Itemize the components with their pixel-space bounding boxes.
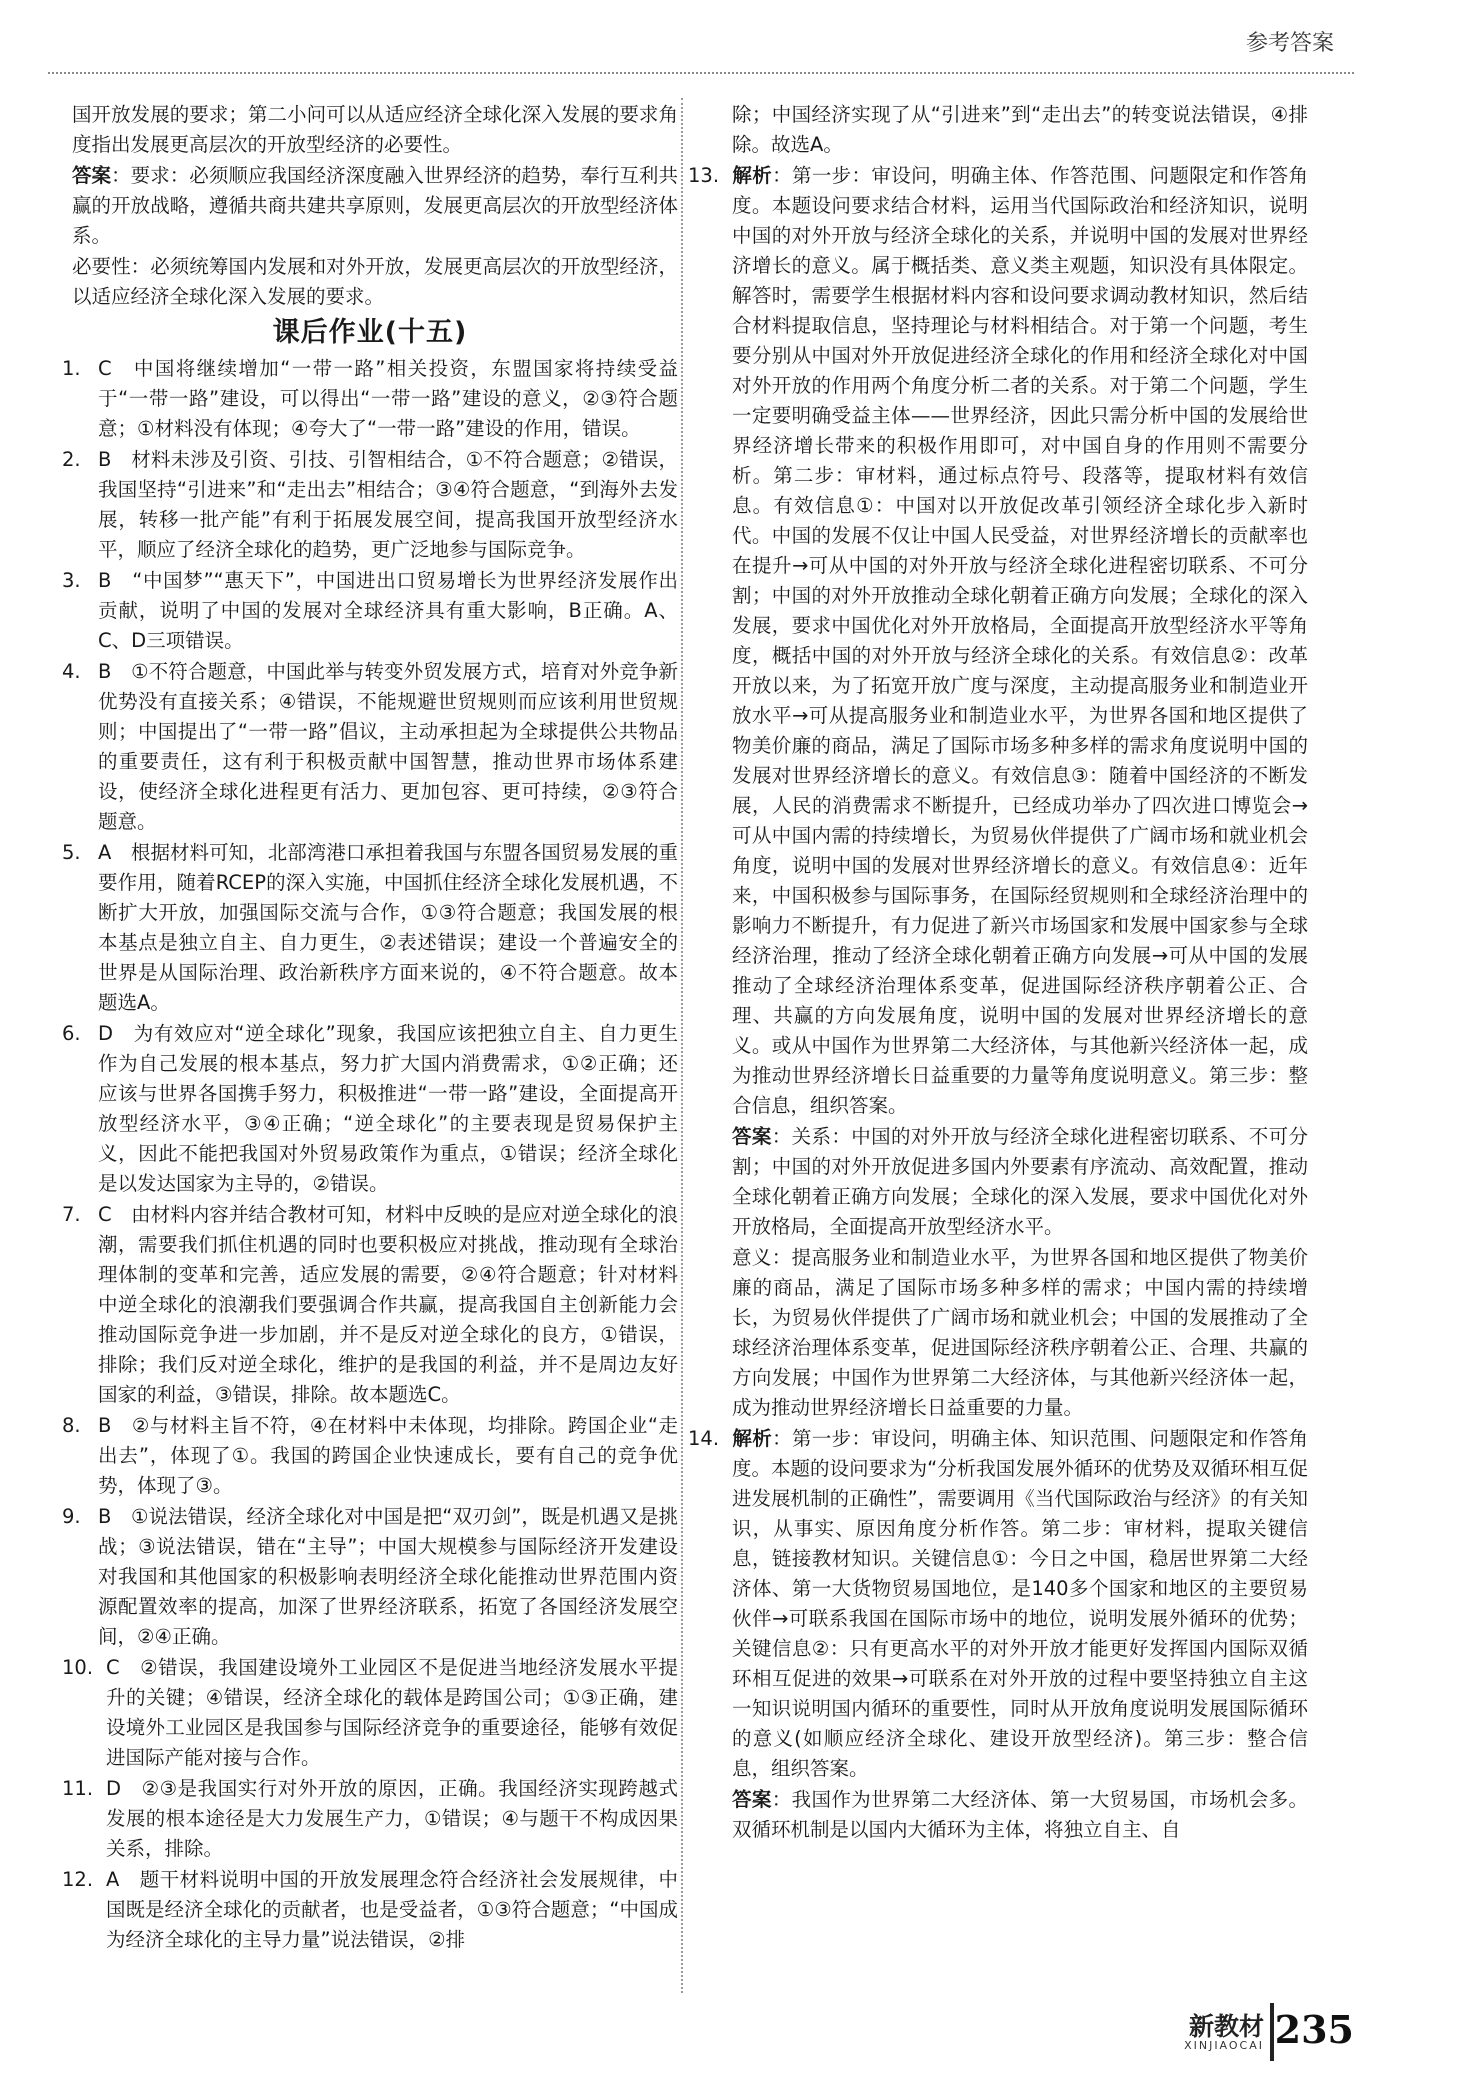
page-header [0, 0, 1462, 80]
column-divider [681, 98, 683, 1993]
footer-bar [1270, 2003, 1274, 2061]
answer-text: ：我国作为世界第二大经济体、第一大贸易国，市场机会多。双循环机制是以国内大循环为主体，将独立自主、自 [732, 1788, 1308, 1841]
item-text: A 题干材料说明中国的开放发展理念符合经济社会发展规律，中国既是经济全球化的贡献者，也是受益者，①③符合题意；“中国成为经济全球化的主导力量”说法错误，②排 [106, 1868, 678, 1951]
item-number: 4. [62, 660, 81, 683]
answer-label: 答案 [72, 164, 112, 187]
left-column [62, 100, 678, 1956]
item-number: 12. [62, 1868, 94, 1891]
header-title: 参考答案 [1245, 31, 1334, 56]
item-text: D ②③是我国实行对外开放的原因，正确。我国经济实现跨越式发展的根本途径是大力发展生产力，①错误；④与题干不构成因果关系，排除。 [106, 1777, 678, 1860]
item-number: 13. [688, 164, 720, 187]
item-number: 5. [62, 841, 81, 864]
answer-item [62, 1411, 678, 1501]
analysis-text: ：第一步：审设问，明确主体、知识范围、问题限定和作答角度。本题的设问要求为“分析我国发展外循环的优势及双循环相互促进发展机制的正确性”，需要调用《当代国际政治与经济》的有关知识，从事实、原因角度分析作答。第二步：审材料，提取关键信息，链接教材知识。关键信息①：今日之中国，稳居世界第二大经济体、第一大货物贸易国地位，是140多个国家和地区的主要贸易伙伴→可联系我国在国际市场中的地位，说明发展外循环的优势；关键信息②：只有更高水平的对外开放才能更好发挥国内国际双循环相互促进的效果→可联系在对外开放的过程中要坚持独立自主这一知识说明国内循环的重要性，同时从开放角度说明发展国际循环的意义(如顺应经济全球化、建设开放型经济)。第三步：整合信息，组织答案。 [732, 1427, 1308, 1780]
answer-item [62, 657, 678, 837]
item-text: C ②错误，我国建设境外工业园区不是促进当地经济发展水平提升的关键；④错误，经济全球化的载体是跨国公司；①③正确，建设境外工业园区是我国参与国际经济竞争的重要途径，能够有效促进国际产能对接与合作。 [106, 1656, 678, 1769]
brand-subtitle: XINJIAOCAI [1184, 2039, 1264, 2052]
answer-item [62, 566, 678, 656]
answer-paragraph [688, 1122, 1308, 1242]
item-text: C 中国将继续增加“一带一路”相关投资，东盟国家将持续受益于“一带一路”建设，可以得出“一带一路”建设的意义，②③符合题意；①材料没有体现；④夸大了“一带一路”建设的作用，错误。 [98, 357, 678, 440]
answer-item [62, 1774, 678, 1864]
answer-item [62, 1653, 678, 1773]
item-number: 9. [62, 1505, 81, 1528]
item-number: 11. [62, 1777, 94, 1800]
intro-paragraph: 国开放发展的要求；第二小问可以从适应经济全球化深入发展的要求角度指出发展更高层次的开放型经济的必要性。 [72, 103, 678, 156]
item-text: B ①不符合题意，中国此举与转变外贸发展方式，培育对外竞争新优势没有直接关系；④错误，不能规避世贸规则而应该利用世贸规则；中国提出了“一带一路”倡议，主动承担起为全球提供公共物品的重要责任，这有利于积极贡献中国智慧，推动世界市场体系建设，使经济全球化进程更有活力、更加包容、更可持续，②③符合题意。 [98, 660, 678, 833]
answer-item-13 [688, 161, 1308, 1121]
item-number: 10. [62, 1656, 94, 1679]
analysis-label: 解析 [732, 164, 773, 187]
answer-item [62, 354, 678, 444]
answer-item [62, 445, 678, 565]
answer-text: ：要求：必须顺应我国经济深度融入世界经济的趋势，奉行互利共赢的开放战略，遵循共商共建共享原则，发展更高层次的开放型经济体系。 [72, 164, 678, 247]
analysis-text: ：第一步：审设问，明确主体、作答范围、问题限定和作答角度。本题设问要求结合材料，运用当代国际政治和经济知识，说明中国的对外开放与经济全球化的关系，并说明中国的发展对世界经济增长的意义。属于概括类、意义类主观题，知识没有具体限定。解答时，需要学生根据材料内容和设问要求调动教材知识，然后结合材料提取信息，坚持理论与材料相结合。对于第一个问题，考生要分别从中国对外开放促进经济全球化的作用和经济全球化对中国对外开放的作用两个角度分析二者的关系。对于第二个问题，学生一定要明确受益主体——世界经济，因此只需分析中国的发展给世界经济增长带来的积极作用即可，对中国自身的作用则不需要分析。第二步：审材料，通过标点符号、段落等，提取材料有效信息。有效信息①：中国对以开放促改革引领经济全球化步入新时代。中国的发展不仅让中国人民受益，对世界经济增长的贡献率也在提升→可从中国的对外开放与经济全球化进程密切联系、不可分割；中国的对外开放推动全球化朝着正确方向发展；全球化的深入发展，要求中国优化对外开放格局，全面提高开放型经济水平等角度，概括中国的对外开放与经济全球化的关系。有效信息②：改革开放以来，为了拓宽开放广度与深度，主动提高服务业和制造业开放水平→可从提高服务业和制造业水平，为世界各国和地区提供了物美价廉的商品，满足了国际市场多种多样的需求角度说明中国的发展对世界经济增长的意义。有效信息③：随着中国经济的不断发展，人民的消费需求不断提升，已经成功举办了四次进口博览会→可从中国内需的持续增长，为贸易伙伴提供了广阔市场和就业机会角度，说明中国的发展对世界经济增长的意义。有效信息④：近年来，中国积极参与国际事务，在国际经贸规则和全球经济治理中的影响力不断提升，有力促进了新兴市场国家和发展中国家参与全球经济治理，推动了经济全球化朝着正确方向发展→可从中国的发展推动了全球经济治理体系变革，促进国际经济秩序朝着公正、合理、共赢的方向发展角度，说明中国的发展对世界经济增长的意义。或从中国作为世界第二大经济体，与其他新兴经济体一起，成为推动世界经济增长日益重要的力量等角度说明意义。第三步：整合信息，组织答案。 [732, 164, 1308, 1117]
answer-item [62, 1200, 678, 1410]
item-number: 6. [62, 1022, 81, 1045]
item-number: 2. [62, 448, 81, 471]
answer-paragraph-2: 必要性：必须统筹国内发展和对外开放，发展更高层次的开放型经济，以适应经济全球化深入发展的要求。 [72, 255, 678, 308]
item-number: 14. [688, 1427, 720, 1450]
section-title: 课后作业(十五) [272, 317, 468, 348]
answer-item [62, 1019, 678, 1199]
item-text: A 根据材料可知，北部湾港口承担着我国与东盟各国贸易发展的重要作用，随着RCEP的深入实施，中国抓住经济全球化发展机遇，不断扩大开放，加强国际交流与合作，①③符合题意；我国发展的根本基点是独立自主、自力更生，②表述错误；建设一个普遍安全的世界是从国际治理、政治新秩序方面来说的，④不符合题意。故本题选A。 [98, 841, 678, 1014]
page-number: 235 [1274, 2007, 1354, 2052]
analysis-label: 解析 [732, 1427, 773, 1450]
answer-label: 答案 [732, 1788, 772, 1811]
answer-item [62, 1865, 678, 1955]
answer-item-14 [688, 1424, 1308, 1784]
item-number: 7. [62, 1203, 81, 1226]
right-column [688, 100, 1308, 1846]
answer-item [62, 838, 678, 1018]
brand-name: 新教材 [1188, 2012, 1264, 2041]
item-text: B 材料未涉及引资、引技、引智相结合，①不符合题意；②错误，我国坚持“引进来”和“走出去”相结合；③④符合题意，“到海外去发展，转移一批产能”有利于拓展发展空间，提高我国开放型经济水平，顺应了经济全球化的趋势，更广泛地参与国际竞争。 [98, 448, 678, 561]
answer-item [62, 1502, 678, 1652]
item-number: 3. [62, 569, 81, 592]
answer-label: 答案 [732, 1125, 772, 1148]
answer-paragraph [688, 1785, 1308, 1845]
answer-text: ：关系：中国的对外开放与经济全球化进程密切联系、不可分割；中国的对外开放促进多国内外要素有序流动、高效配置，推动全球化朝着正确方向发展；全球化的深入发展，要求中国优化对外开放格局，全面提高开放型经济水平。 [732, 1125, 1308, 1238]
item-text: C 由材料内容并结合教材可知，材料中反映的是应对逆全球化的浪潮，需要我们抓住机遇的同时也要积极应对挑战，推动现有全球治理体制的变革和完善，适应发展的需要，②④符合题意；针对材料中逆全球化的浪潮我们要强调合作共赢，提高我国自主创新能力会推动国际竞争进一步加剧，并不是反对逆全球化的良方，①错误，排除；我们反对逆全球化，维护的是我国的利益，并不是周边友好国家的利益，③错误，排除。故本题选C。 [98, 1203, 678, 1406]
header-divider [48, 72, 1354, 74]
item-text: D 为有效应对“逆全球化”现象，我国应该把独立自主、自力更生作为自己发展的根本基点，努力扩大国内消费需求，①②正确；还应该与世界各国携手努力，积极推进“一带一路”建设，全面提高开放型经济水平，③④正确；“逆全球化”的主要表现是贸易保护主义，因此不能把我国对外贸易政策作为重点，①错误；经济全球化是以发达国家为主导的，②错误。 [98, 1022, 678, 1195]
item-text: B ②与材料主旨不符，④在材料中未体现，均排除。跨国企业“走出去”，体现了①。我国的跨国企业快速成长，要有自己的竞争优势，体现了③。 [98, 1414, 678, 1497]
answer-paragraph: 意义：提高服务业和制造业水平，为世界各国和地区提供了物美价廉的商品，满足了国际市场多种多样的需求；中国内需的持续增长，为贸易伙伴提供了广阔市场和就业机会；中国的发展推动了全球经济治理体系变革，促进国际经济秩序朝着公正、合理、共赢的方向发展；中国作为世界第二大经济体，与其他新兴经济体一起，成为推动世界经济增长日益重要的力量。 [732, 1246, 1308, 1419]
answer-paragraph [62, 161, 678, 251]
item-number: 1. [62, 357, 81, 380]
item-text: B ①说法错误，经济全球化对中国是把“双刃剑”，既是机遇又是挑战；③说法错误，错在“主导”；中国大规模参与国际经济开发建设对我国和其他国家的积极影响表明经济全球化能推动世界范围内资源配置效率的提高，加深了世界经济联系，拓宽了各国经济发展空间，②④正确。 [98, 1505, 678, 1648]
continued-item-text: 除；中国经济实现了从“引进来”到“走出去”的转变说法错误，④排除。故选A。 [732, 103, 1308, 156]
item-number: 8. [62, 1414, 81, 1437]
page-footer [1134, 2003, 1354, 2063]
item-text: B “中国梦”“惠天下”，中国进出口贸易增长为世界经济发展作出贡献，说明了中国的发展对全球经济具有重大影响，B正确。A、C、D三项错误。 [98, 569, 678, 652]
